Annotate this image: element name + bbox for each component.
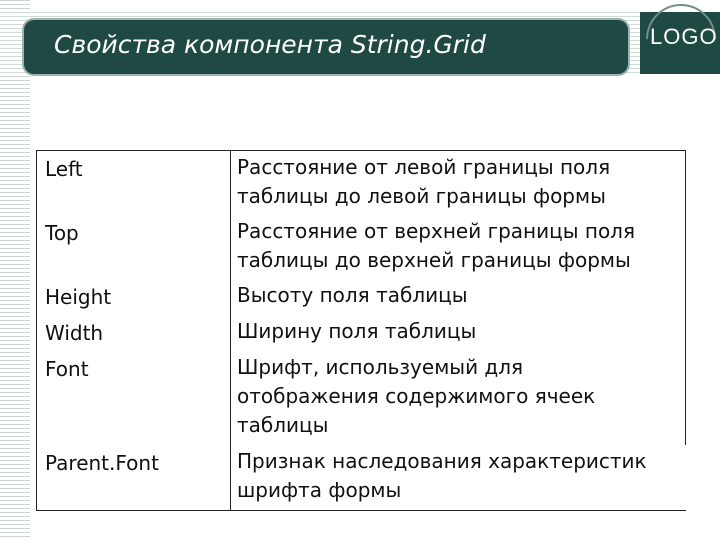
- description-line: Шрифт, используемый для: [237, 354, 524, 379]
- property-name: Top: [37, 215, 231, 279]
- table-row: [37, 279, 686, 315]
- logo-text: LOGO: [650, 24, 718, 49]
- table-row: [37, 215, 686, 279]
- table-row: [37, 445, 686, 511]
- properties-table: [36, 150, 686, 511]
- description-line: таблицы до верхней границы формы: [237, 247, 631, 272]
- property-description: [231, 315, 686, 351]
- description-line: Расстояние от левой границы поля: [237, 155, 611, 179]
- table-row: [37, 351, 686, 445]
- property-description: [231, 351, 686, 445]
- property-description: [231, 445, 686, 511]
- table-row: [37, 151, 686, 215]
- left-stripe-decoration: [0, 0, 30, 540]
- description-line: таблицы до левой границы формы: [237, 184, 606, 208]
- property-name: Font: [37, 351, 231, 445]
- description-line: Ширину поля таблицы: [237, 318, 477, 343]
- property-name: Height: [37, 279, 231, 315]
- property-name: Parent.Font: [37, 445, 231, 511]
- description-line: Признак наследования характеристик: [237, 448, 647, 473]
- description-line: таблицы: [237, 412, 329, 437]
- description-line: отображения содержимого ячеек: [237, 383, 596, 408]
- description-line: шрифта формы: [237, 477, 402, 502]
- slide-title: Свойства компонента String.Grid: [54, 30, 486, 59]
- table-row: [37, 315, 686, 351]
- property-name: Width: [37, 315, 231, 351]
- property-description: [231, 279, 686, 315]
- property-description: [231, 151, 686, 215]
- description-line: Высоту поля таблицы: [237, 282, 468, 307]
- property-description: [231, 215, 686, 279]
- property-name: Left: [37, 151, 231, 215]
- description-line: Расстояние от верхней границы поля: [237, 218, 635, 243]
